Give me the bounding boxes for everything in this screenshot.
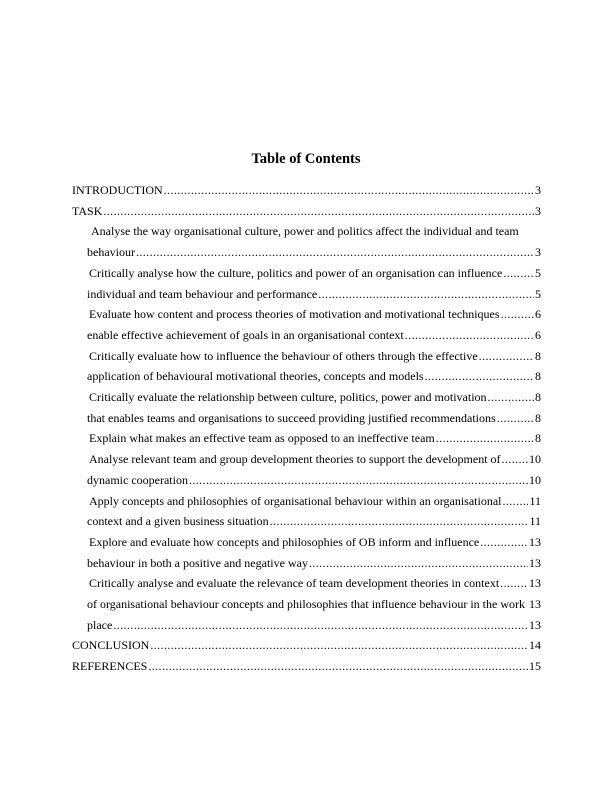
- toc-page-number: 8: [535, 390, 541, 404]
- toc-page-number: 13: [529, 534, 541, 549]
- toc-page-number: 15: [529, 659, 541, 674]
- toc-leader-dots: [500, 573, 528, 594]
- toc-leader-dots: [164, 180, 534, 201]
- toc-leader-dots: [503, 263, 534, 284]
- toc-entry-text: Explain what makes an effective team as opposed to an ineffective team: [89, 431, 435, 446]
- toc-leader-dots: [425, 366, 534, 387]
- toc-entry-relevance-team-theories-end[interactable]: [87, 615, 541, 636]
- toc-entry-text: Critically evaluate how to influence the behaviour of others through the effective: [89, 348, 478, 363]
- toc-leader-dots: [502, 449, 528, 470]
- toc-leader-dots: [502, 491, 528, 512]
- toc-entry-team-development-cont[interactable]: [87, 470, 541, 491]
- toc-page-number: 13: [529, 617, 541, 632]
- toc-entry-text: INTRODUCTION: [72, 183, 163, 197]
- toc-entry-apply-concepts[interactable]: [89, 491, 541, 512]
- toc-entry-apply-concepts-cont[interactable]: [87, 511, 541, 532]
- toc-entry-analyse-culture[interactable]: [91, 221, 541, 242]
- toc-entry-conclusion[interactable]: [72, 635, 541, 656]
- toc-entry-text: Explore and evaluate how concepts and philosophies of OB inform and influence: [89, 534, 480, 549]
- toc-entry-task[interactable]: [72, 201, 541, 222]
- toc-leader-dots: [479, 346, 534, 367]
- toc-page-number: 11: [529, 514, 541, 529]
- toc-entry-text: application of behavioural motivational theories, concepts and models: [87, 369, 424, 384]
- toc-entry-relationship-cont[interactable]: [87, 408, 541, 429]
- toc-entry-relationship[interactable]: [89, 387, 541, 408]
- toc-entry-text: Analyse the way organisational culture, power and politics affect the individual and team: [91, 224, 519, 239]
- toc-entry-influence-behaviour[interactable]: [89, 346, 541, 367]
- toc-leader-dots: [488, 387, 534, 408]
- toc-leader-dots: [113, 615, 528, 636]
- toc-page-number: 3: [535, 245, 541, 260]
- toc-entry-text: behaviour in both a positive and negative way: [87, 555, 308, 570]
- toc-entry-text: of organisational behaviour concepts and philosophies that influence behaviour in the work: [87, 597, 525, 611]
- toc-entry-text: Evaluate how content and process theories of motivation and motivational techniques: [89, 307, 500, 322]
- toc-page-number: 13: [529, 597, 541, 611]
- toc-page-number: 3: [535, 183, 541, 197]
- toc-page-number: 5: [535, 286, 541, 301]
- toc-entry-influence-behaviour-cont[interactable]: [87, 366, 541, 387]
- toc-entry-text: that enables teams and organisations to succeed providing justified recommendations: [87, 410, 496, 425]
- toc-leader-dots: [136, 242, 534, 263]
- toc-page-number: 8: [535, 348, 541, 363]
- toc-page-number: 6: [535, 327, 541, 342]
- toc-entry-relevance-team-theories-cont[interactable]: [87, 594, 541, 615]
- toc-entry-evaluate-motivation[interactable]: [89, 304, 541, 325]
- toc-entry-text: REFERENCES: [72, 659, 148, 674]
- toc-page-number: 3: [535, 203, 541, 218]
- toc-entry-text: Analyse relevant team and group development theories to support the development of: [89, 452, 501, 467]
- toc-entry-text: place: [87, 617, 113, 632]
- toc-entry-references[interactable]: [72, 656, 541, 677]
- toc-leader-dots: [103, 201, 534, 222]
- toc-leader-dots: [497, 408, 534, 429]
- toc-entry-analyse-culture-cont[interactable]: [87, 242, 541, 263]
- toc-leader-dots: [309, 553, 528, 574]
- toc-page-number: 10: [529, 452, 541, 467]
- toc-entry-evaluate-motivation-cont[interactable]: [87, 325, 541, 346]
- toc-leader-dots: [501, 304, 534, 325]
- toc-entry-text: TASK: [72, 203, 103, 218]
- toc-entry-explore-evaluate-cont[interactable]: [87, 553, 541, 574]
- toc-leader-dots: [436, 428, 534, 449]
- toc-leader-dots: [318, 284, 534, 305]
- toc-entry-text: Critically analyse and evaluate the relevance of team development theories in context: [89, 576, 500, 591]
- toc-page-number: 5: [535, 265, 541, 280]
- toc-entry-critically-analyse[interactable]: [89, 263, 541, 284]
- toc-entry-introduction[interactable]: [72, 180, 541, 201]
- toc-leader-dots: [148, 656, 528, 677]
- toc-page-number: 13: [529, 576, 541, 591]
- toc-entry-relevance-team-theories[interactable]: [89, 573, 541, 594]
- toc-entry-text: individual and team behaviour and performance: [87, 286, 318, 301]
- toc-entry-text: Critically evaluate the relationship between culture, politics, power and motivation: [89, 390, 487, 404]
- toc-entry-text: context and a given business situation: [87, 514, 269, 529]
- toc-page-number: 13: [529, 555, 541, 570]
- page-title: Table of Contents: [251, 151, 361, 167]
- toc-page-number: 10: [529, 472, 541, 487]
- toc-entry-team-development[interactable]: [89, 449, 541, 470]
- toc-page-number: 11: [529, 493, 541, 508]
- toc-entry-effective-team[interactable]: [89, 428, 541, 449]
- toc-page-number: 8: [535, 410, 541, 425]
- toc-entry-text: Apply concepts and philosophies of organisational behaviour within an organisational: [89, 493, 502, 508]
- toc-entry-text: dynamic cooperation: [87, 472, 188, 487]
- toc-entry-text: Critically analyse how the culture, politics and power of an organisation can influence: [89, 265, 503, 280]
- toc-page-number: 14: [529, 638, 541, 653]
- toc-page-number: 8: [535, 369, 541, 384]
- toc-page-number: 6: [535, 307, 541, 322]
- toc-leader-dots: [405, 325, 534, 346]
- toc-entry-text: CONCLUSION: [72, 638, 150, 653]
- toc-entry-text: enable effective achievement of goals in an organisational context: [87, 327, 404, 342]
- toc-leader-dots: [480, 532, 528, 553]
- toc-entry-critically-analyse-cont[interactable]: [87, 284, 541, 305]
- toc-leader-dots: [270, 511, 529, 532]
- toc-page-number: 8: [535, 431, 541, 446]
- toc-leader-dots: [189, 470, 528, 491]
- toc-entry-explore-evaluate[interactable]: [89, 532, 541, 553]
- toc-leader-dots: [150, 635, 528, 656]
- toc-entry-text: behaviour: [87, 245, 135, 260]
